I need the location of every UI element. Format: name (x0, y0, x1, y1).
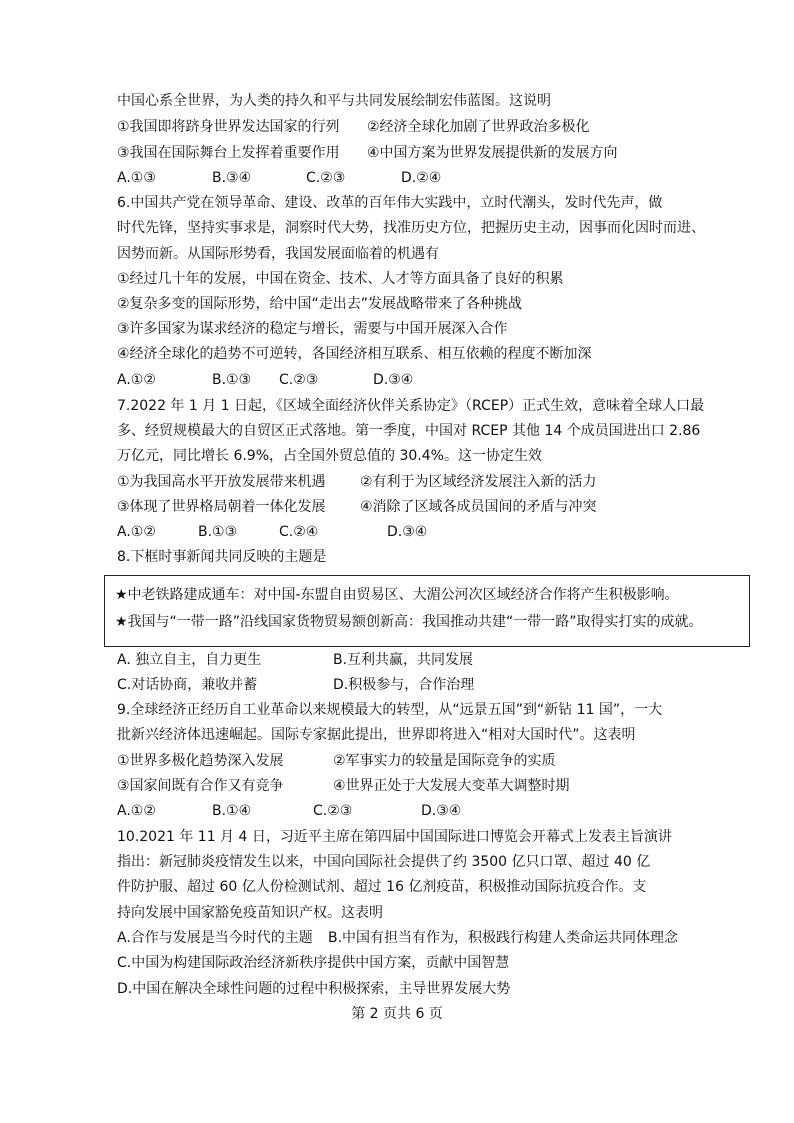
q6-option-a: A.①② (117, 372, 156, 388)
q7-item-2: ②有利于为区域经济发展注入新的活力 (360, 474, 597, 490)
q6-item-4: ④经济全球化的趋势不可逆转，各国经济相互联系、相互依赖的程度不断加深 (117, 346, 592, 362)
q9-stem-line-2: 批新兴经济体迅速崛起。国际专家据此提出，世界即将进入“相对大国时代”。这表明 (117, 727, 636, 743)
q7-option-c: C.②④ (279, 524, 319, 540)
q6-stem-line-1: 6.中国共产党在领导革命、建设、改革的百年伟大实践中，立时代潮头，发时代先声，做 (117, 195, 663, 211)
q7-stem-line-3: 万亿元，同比增长 6.9%，占全国外贸总值的 30.4%。这一协定生效 (117, 448, 542, 464)
q9-stem-line-1: 9.全球经济正经历自工业革命以来规模最大的转型，从“远景五国”到“新钻 11 国”，一大 (117, 702, 663, 718)
q7-stem-line-1: 7.2022 年 1 月 1 日起，《区域全面经济伙伴关系协定》（RCEP）正式生效，意味着全球人口最 (117, 398, 705, 414)
q6-stem-line-3: 因势而新。从国际形势看，我国发展面临着的机遇有 (117, 246, 439, 262)
q6-stem-line-2: 时代先锋，坚持实事求是，洞察时代大势，找准历史方位，把握历史主动，因事而化因时而进、 (117, 220, 705, 236)
q9-item-2: ②军事实力的较量是国际竞争的实质 (333, 753, 556, 769)
q5-stem-end: 中国心系全世界，为人类的持久和平与共同发展绘制宏伟蓝图。这说明 (117, 93, 551, 109)
q6-option-d: D.③④ (373, 372, 414, 388)
q8-option-d: D.积极参与，合作治理 (333, 677, 475, 693)
q9-item-4: ④世界正处于大发展大变革大调整时期 (333, 778, 570, 794)
q9-option-c: C.②③ (313, 803, 353, 819)
q6-item-3: ③许多国家为谋求经济的稳定与增长，需要与中国开展深入合作 (117, 321, 508, 337)
q7-option-b: B.①③ (198, 524, 238, 540)
q6-item-2: ②复杂多变的国际形势，给中国“走出去”发展战略带来了各种挑战 (117, 296, 523, 312)
q6-option-b: B.①③ (212, 372, 252, 388)
q10-option-c: C.中国为构建国际政治经济新秩序提供中国方案，贡献中国智慧 (117, 955, 510, 971)
q8-option-c: C.对话协商，兼收并蓄 (117, 677, 258, 693)
q6-item-1: ①经过几十年的发展，中国在资金、技术、人才等方面具备了良好的积累 (117, 271, 564, 287)
q9-item-3: ③国家间既有合作又有竞争 (117, 778, 284, 794)
q10-stem-line-2: 指出：新冠肺炎疫情发生以来，中国向国际社会提供了约 3500 亿只口罩、超过 40 亿 (117, 854, 651, 870)
q10-option-d: D.中国在解决全球性问题的过程中积极探索，主导世界发展大势 (117, 981, 511, 997)
q8-option-b: B.互利共赢，共同发展 (333, 652, 474, 668)
q5-item-1: ①我国即将跻身世界发达国家的行列 (117, 119, 340, 135)
q5-option-a: A.①③ (117, 170, 156, 186)
page-footer: 第 2 页共 6 页 (351, 1006, 443, 1022)
q7-option-d: D.③④ (387, 524, 428, 540)
q7-item-3: ③体现了世界格局朝着一体化发展 (117, 499, 326, 515)
q9-option-b: B.①④ (212, 803, 252, 819)
q9-option-d: D.③④ (421, 803, 462, 819)
q5-option-d: D.②④ (401, 170, 442, 186)
q8-option-a: A. 独立自主，自力更生 (117, 652, 262, 668)
q10-stem-line-3: 件防护服、超过 60 亿人份检测试剂、超过 16 亿剂疫苗，积极推动国际抗疫合作。支 (117, 879, 647, 895)
q7-stem-line-2: 多、经贸规模最大的自贸区正式落地。第一季度，中国对 RCEP 其他 14 个成员国进出口 2.86 (117, 423, 701, 439)
q10-stem-line-4: 持向发展中国家豁免疫苗知识产权。这表明 (117, 905, 383, 921)
news-item-1: ★中老铁路建成通车：对中国-东盟自由贸易区、大湄公河次区域经济合作将产生积极影响。 (115, 587, 679, 603)
q5-item-2: ②经济全球化加剧了世界政治多极化 (367, 119, 590, 135)
q7-item-1: ①为我国高水平开放发展带来机遇 (117, 474, 326, 490)
q8-stem: 8.下框时事新闻共同反映的主题是 (117, 549, 327, 565)
q7-option-a: A.①② (117, 524, 156, 540)
q5-item-4: ④中国方案为世界发展提供新的发展方向 (367, 145, 618, 161)
q10-stem-line-1: 10.2021 年 11 月 4 日，习近平主席在第四届中国国际进口博览会开幕式上发表主旨演讲 (117, 829, 672, 845)
q6-option-c: C.②③ (279, 372, 319, 388)
q5-item-3: ③我国在国际舞台上发挥着重要作用 (117, 145, 340, 161)
q10-option-b: B.中国有担当有作为，积极践行构建人类命运共同体理念 (328, 930, 679, 946)
q5-option-c: C.②③ (306, 170, 346, 186)
q9-option-a: A.①② (117, 803, 156, 819)
news-box (104, 575, 750, 647)
q5-option-b: B.③④ (212, 170, 252, 186)
q7-item-4: ④消除了区域各成员国间的矛盾与冲突 (360, 499, 597, 515)
q10-option-a: A.合作与发展是当今时代的主题 (117, 930, 313, 946)
news-item-2: ★我国与“一带一路”沿线国家货物贸易额创新高：我国推动共建“一带一路”取得实打实的成就。 (115, 614, 703, 630)
q9-item-1: ①世界多极化趋势深入发展 (117, 753, 284, 769)
